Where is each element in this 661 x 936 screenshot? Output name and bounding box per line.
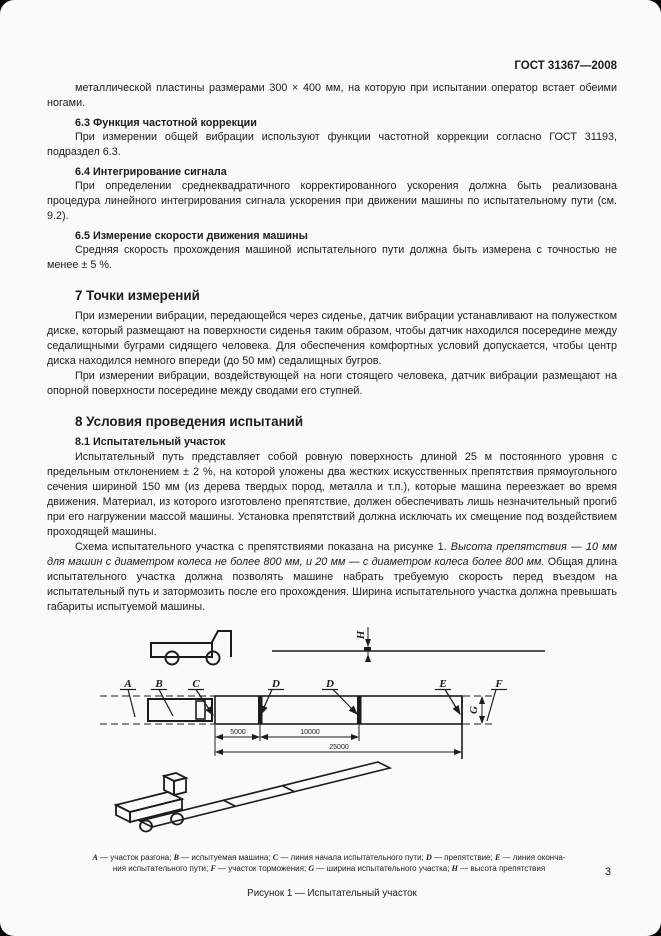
label-G: G xyxy=(468,706,480,714)
paragraph-6-5: Средняя скорость прохождения машиной испытательного пути должна быть измерена с точностью не менее ± 5 %. xyxy=(47,244,617,271)
label-B: B xyxy=(155,678,163,690)
obstacle-2 xyxy=(357,696,362,724)
paragraph-8-1-a: Испытательный путь представляет собой ровную поверхность длиной 25 м постоянного уровня с предельным отклонением ± 2 %, на которой уложены два жестких искусственных препятствия прямоугольного сечения шириной 150 мм (из дерева твердых пород, металла и т.п.), которые машина переезжает во время движения. Материал, из которого изготовлено препятствие, должен обеспечивать лишь незначительный прогиб при его нагружении массой машины. Установка препятствий должна исключать их смещение под воздействием проходящей машины. xyxy=(47,451,617,538)
dim-25000: 25000 xyxy=(329,744,349,751)
label-C: C xyxy=(192,678,200,690)
paragraph-8-1-b-lead: Схема испытательного участка с препятствиями показана на рисунке 1. xyxy=(75,541,451,553)
truck-side-view-icon xyxy=(151,631,231,665)
page-number: 3 xyxy=(604,866,611,878)
figure-caption-line-2: ния испытательного пути; F — участок торможения; G — ширина испытательного участка; Н — высота препятствия xyxy=(112,863,546,873)
plan-dimensions xyxy=(215,725,461,756)
paragraph-8-1-b-italic: Высота препятствия — 10 мм для машин с диаметром колеса не более 800 мм, и 20 мм — с диаметром колеса более 800 мм. xyxy=(47,541,617,568)
heading-8-1: 8.1 Испытательный участок xyxy=(75,436,226,448)
heading-6-3: 6.3 Функция частотной коррекции xyxy=(75,117,257,129)
paragraph-7-a: При измерении вибрации, передающейся через сиденье, датчик вибрации устанавливают на полужестком диске, который размещают на поверхности сиденья таким образом, чтобы датчик находился посередине между седалищными буграми сидящего человека. Для обеспечения комфортных условий допускается, чтобы центр диска находился немного впереди (до 50 мм) седалищных бугров. xyxy=(47,310,617,367)
test-path-rect xyxy=(215,696,462,724)
document-header: ГОСТ 31367—2008 xyxy=(514,60,617,72)
figure-caption-line-1: А — участок разгона; В — испытуемая машина; С — линия начала испытательного пути; D — препятствие; Е — линия оконча- xyxy=(92,853,566,862)
paragraph-intro: металлической пластины размерами 300 × 400 мм, на которую при испытании оператор встает обеими ногами. xyxy=(47,82,617,109)
figure-title: Рисунок 1 — Испытательный участок xyxy=(247,888,417,899)
dim-5000: 5000 xyxy=(230,729,246,736)
label-D1: D xyxy=(272,678,280,690)
test-section-isometric-view xyxy=(116,762,390,832)
heading-6-5: 6.5 Измерение скорости движения машины xyxy=(75,230,308,242)
obstacle-1 xyxy=(258,696,263,724)
heading-section-8: 8 Условия проведения испытаний xyxy=(75,414,304,429)
figure-1-test-section-drawing xyxy=(0,619,661,851)
label-H: H xyxy=(355,630,367,640)
paragraph-8-1-b xyxy=(47,540,617,615)
heading-6-4: 6.4 Интегрирование сигнала xyxy=(75,166,227,178)
heading-section-7: 7 Точки измерений xyxy=(75,288,200,303)
width-dimension-G xyxy=(468,697,482,723)
machine-rect xyxy=(148,699,212,721)
paragraph-8-1-b-rest: Общая длина испытательного участка должна позволять машине набрать требуемую скорость перед въездом на испытательный путь и затормозить после его прохождения. Ширина испытательного участка должна превышать габариты испытуемой машины. xyxy=(47,556,617,613)
label-E: E xyxy=(439,678,447,690)
paragraph-7-b: При измерении вибрации, воздействующей на ноги стоящего человека, датчик вибрации размещают на опорной поверхности посередине между сводами его ступней. xyxy=(47,370,617,397)
paragraph-6-3: При измерении общей вибрации используют функции частотной коррекции согласно ГОСТ 31193, подраздел 6.3. xyxy=(47,131,617,158)
test-section-plan-view xyxy=(100,678,507,759)
truck-isometric-icon xyxy=(116,773,186,832)
label-A: A xyxy=(124,678,132,690)
dim-10000: 10000 xyxy=(300,729,320,736)
paragraph-6-4: При определении среднеквадратичного корректированного ускорения должна быть реализована процедура линейного интегрирования сигнала ускорения при движении машины по испытательному пути (см. 9.2). xyxy=(47,180,617,222)
label-D2: D xyxy=(326,678,334,690)
figure-caption xyxy=(41,853,617,874)
label-F: F xyxy=(495,678,503,690)
obstacle-height-detail xyxy=(272,627,545,661)
